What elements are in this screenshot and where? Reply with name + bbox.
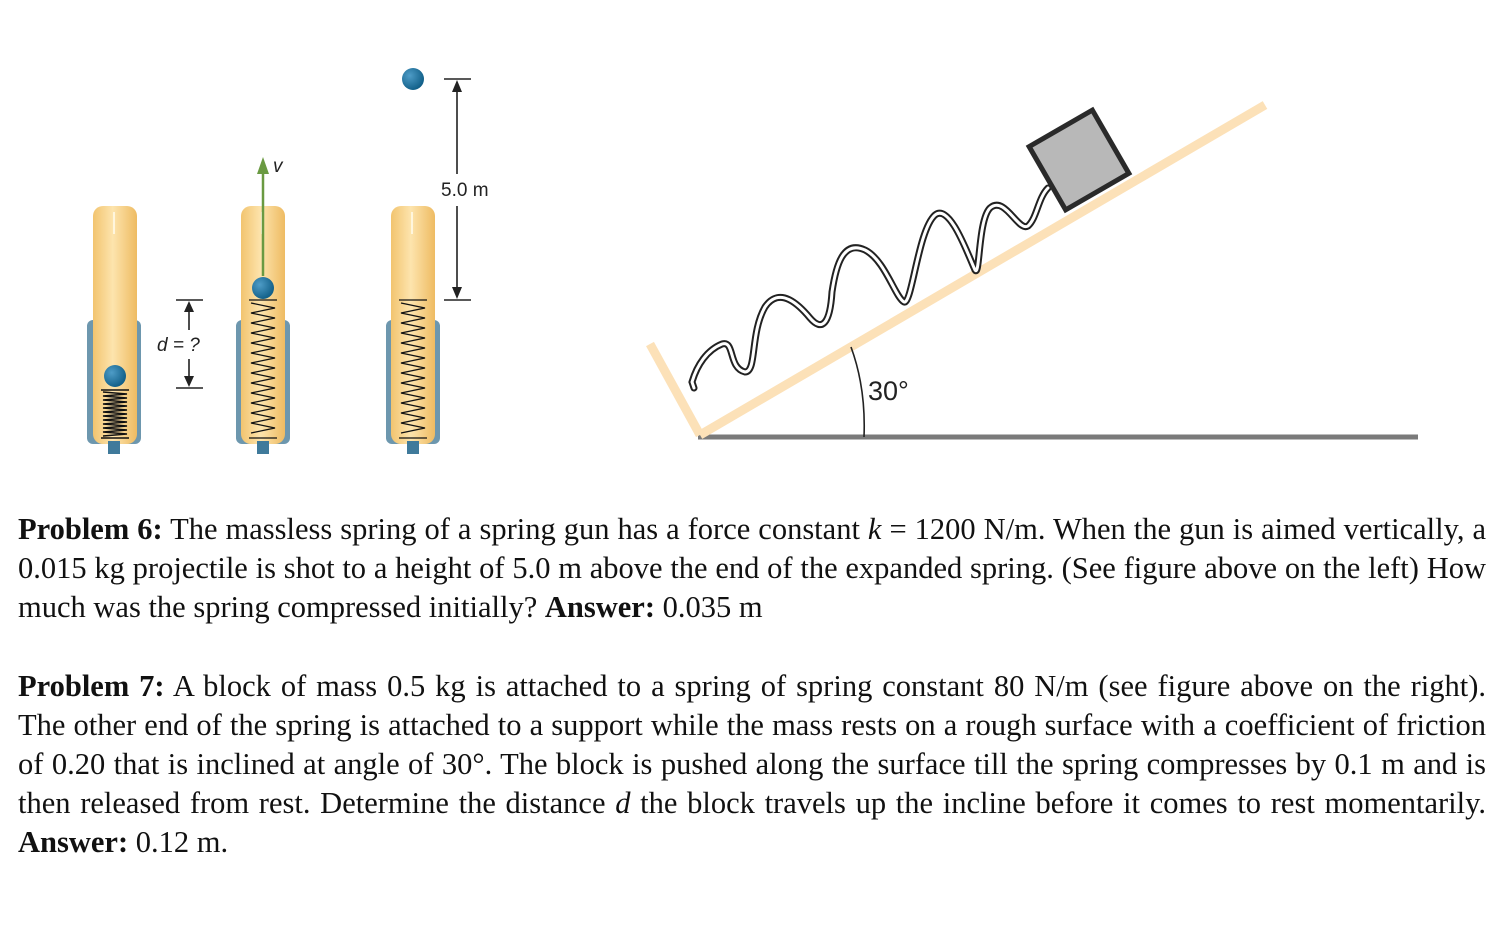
angle-arc [851,347,864,437]
problem-7-answer-value: 0.12 m. [128,825,229,859]
spring-gun-figure [87,68,489,454]
problem-6 [18,510,1486,627]
spring-gun-compressed [87,206,141,454]
distance-label: d = ? [157,335,200,356]
problem-6-variable: k [867,512,882,546]
problem-7 [18,667,1486,862]
height-label: 5.0 m [441,180,489,201]
incline-spring [692,188,1048,388]
projectile-ball-top [402,68,424,90]
problem-6-text-2: = 1200 N/m. When the gun is aimed vertically, a 0.015 kg projectile is shot to a height of 5.0 m above the end of the expanded spring. (See figure above on the left) How much was the spring compressed initially? [18,512,1486,624]
problem-6-heading: Problem 6: [18,512,163,546]
velocity-label: v [273,156,283,177]
incline-figure [650,105,1418,437]
problem-7-answer-label: Answer: [18,825,129,859]
problem-6-text-1: The massless spring of a spring gun has a force constant [162,512,868,546]
incline-surface [700,105,1265,435]
problem-7-text-1: A block of mass 0.5 kg is attached to a spring of spring constant 80 N/m (see figure above on the right). The other end of the spring is attached to a support while the mass rests on a rough surface with a coefficient of friction of 0.20 that is inclined at angle of 30°. The block is pushed along the surface till the spring compresses by 0.1 m and is then released from rest. Determine the distance [18,669,1486,820]
spring-gun-empty [386,206,440,454]
problem-7-heading: Problem 7: [18,669,165,703]
problem-7-text-2: the block travels up the incline before it comes to rest momentarily. [630,786,1486,820]
problem-7-variable: d [615,786,631,820]
projectile-ball [104,365,126,387]
problem-6-answer-label: Answer: [544,590,655,624]
spring-gun-launching [236,157,290,454]
problem-6-answer-value: 0.035 m [654,590,763,624]
angle-label: 30° [868,376,909,406]
velocity-arrowhead [257,157,269,174]
projectile-ball [252,277,274,299]
problems-section [18,510,1486,902]
